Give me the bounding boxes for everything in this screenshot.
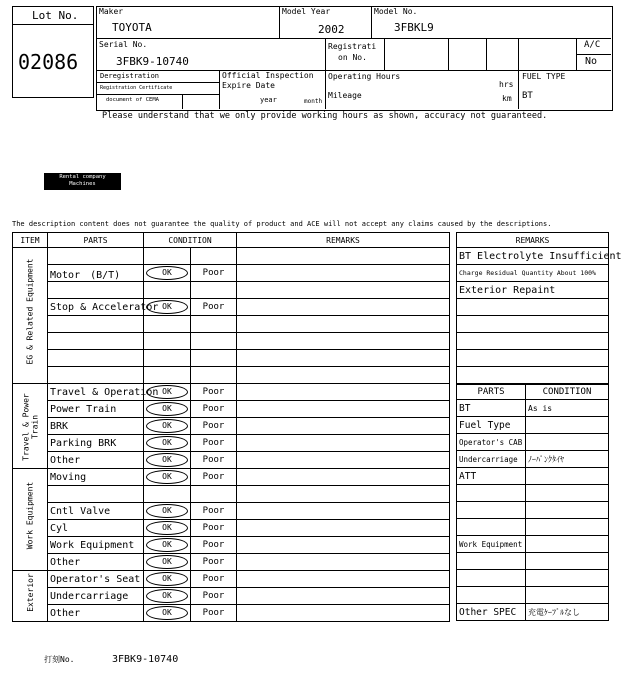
deregistration-label: Deregistration bbox=[100, 72, 160, 80]
part-name: Work Equipment bbox=[48, 537, 144, 554]
disclaimer-text: The description content does not guarantee the quality of product and ACE will not accept any claims caused by the descriptions. bbox=[12, 220, 552, 228]
remarks-cell bbox=[237, 588, 450, 605]
part-name bbox=[48, 486, 144, 503]
table-row bbox=[13, 503, 450, 520]
condition-poor bbox=[191, 316, 237, 333]
condition-ok bbox=[144, 452, 191, 469]
table-row bbox=[13, 265, 450, 282]
table-row bbox=[13, 435, 450, 452]
mileage-label: Mileage bbox=[328, 91, 362, 100]
condition-poor bbox=[191, 384, 237, 401]
accuracy-notice: Please understand that we only provide working hours as shown, accuracy not guaranteed. bbox=[102, 111, 548, 121]
table-row bbox=[13, 333, 450, 350]
part-condition bbox=[526, 468, 609, 485]
condition-ok bbox=[144, 605, 191, 622]
table-row bbox=[457, 451, 609, 468]
part-name bbox=[48, 282, 144, 299]
condition-ok bbox=[144, 299, 191, 316]
ok-circle: OK bbox=[146, 266, 188, 280]
part-condition bbox=[526, 553, 609, 570]
remarks-header: REMARKS bbox=[457, 233, 609, 248]
part-name bbox=[48, 350, 144, 367]
part-name: Moving bbox=[48, 469, 144, 486]
condition-ok bbox=[144, 265, 191, 282]
part-name: Cyl bbox=[48, 520, 144, 537]
poor-label: Poor bbox=[202, 455, 225, 465]
col-parts: PARTS bbox=[48, 233, 144, 248]
rental-company-badge bbox=[44, 173, 121, 190]
condition-poor bbox=[191, 503, 237, 520]
poor-label: Poor bbox=[202, 608, 225, 618]
part-name: Parking BRK bbox=[48, 435, 144, 452]
table-row bbox=[457, 519, 609, 536]
stamp-no-value: 3FBK9-10740 bbox=[112, 654, 179, 665]
part-name: Work Equipment bbox=[457, 536, 526, 553]
table-row bbox=[457, 400, 609, 417]
model-no-label: Model No. bbox=[374, 7, 418, 16]
operating-hours-label: Operating Hours bbox=[328, 72, 401, 81]
part-name: Fuel Type bbox=[457, 417, 526, 434]
poor-label: Poor bbox=[202, 302, 225, 312]
document-cema: document of CEMA bbox=[106, 97, 159, 103]
part-name bbox=[457, 553, 526, 570]
table-row bbox=[13, 299, 450, 316]
ok-circle: OK bbox=[146, 521, 188, 535]
condition-ok bbox=[144, 384, 191, 401]
remark-line: Charge Residual Quantity About 100% bbox=[457, 265, 609, 282]
condition-ok bbox=[144, 588, 191, 605]
inspection-table bbox=[12, 232, 450, 622]
table-row bbox=[13, 469, 450, 486]
serial-no-label: Serial No. bbox=[99, 40, 148, 49]
part-name bbox=[48, 316, 144, 333]
ok-circle: OK bbox=[146, 419, 188, 433]
remarks-cell bbox=[237, 367, 450, 384]
remarks-cell bbox=[237, 537, 450, 554]
group-exterior bbox=[13, 571, 48, 622]
part-name: Operator's CAB bbox=[457, 434, 526, 451]
remarks-cell bbox=[237, 571, 450, 588]
part-condition: 充電ｹｰﾌﾞﾙなし bbox=[526, 604, 609, 621]
group-label: EG & Related Equipment bbox=[25, 258, 35, 365]
table-row bbox=[13, 554, 450, 571]
remarks-cell bbox=[237, 401, 450, 418]
condition-poor bbox=[191, 605, 237, 622]
group-work bbox=[13, 469, 48, 571]
remarks-cell bbox=[237, 265, 450, 282]
poor-label: Poor bbox=[202, 557, 225, 567]
year-label: year bbox=[260, 96, 277, 104]
ac-label: A/C bbox=[584, 40, 601, 50]
condition-ok bbox=[144, 571, 191, 588]
table-row bbox=[13, 571, 450, 588]
remark-line bbox=[457, 367, 609, 384]
ok-circle: OK bbox=[146, 402, 188, 416]
part-name: Other bbox=[48, 554, 144, 571]
remarks-cell bbox=[237, 282, 450, 299]
table-row bbox=[13, 248, 450, 265]
table-row bbox=[13, 486, 450, 503]
part-name: Power Train bbox=[48, 401, 144, 418]
hrs-label: hrs bbox=[499, 80, 514, 89]
ok-circle: OK bbox=[146, 385, 188, 399]
parts-condition-table bbox=[456, 384, 609, 621]
poor-label: Poor bbox=[202, 404, 225, 414]
part-name: Operator's Seat bbox=[48, 571, 144, 588]
poor-label: Poor bbox=[202, 268, 225, 278]
ok-circle: OK bbox=[146, 538, 188, 552]
part-name: Other bbox=[48, 452, 144, 469]
remark-line bbox=[457, 316, 609, 333]
ok-circle: OK bbox=[146, 555, 188, 569]
condition-poor bbox=[191, 588, 237, 605]
model-no-value: 3FBKL9 bbox=[394, 21, 434, 34]
remark-line bbox=[457, 299, 609, 316]
poor-label: Poor bbox=[202, 506, 225, 516]
parts-header: PARTS bbox=[457, 385, 526, 400]
remarks-cell bbox=[237, 503, 450, 520]
fuel-type-value: BT bbox=[522, 91, 533, 101]
remarks-cell bbox=[237, 520, 450, 537]
stamp-no-label: 打刻No. bbox=[44, 655, 75, 664]
part-condition bbox=[526, 587, 609, 604]
col-condition: CONDITION bbox=[144, 233, 237, 248]
inspection-label-2: Expire Date bbox=[222, 81, 275, 90]
part-name: BRK bbox=[48, 418, 144, 435]
table-row bbox=[457, 468, 609, 485]
table-row bbox=[457, 570, 609, 587]
part-name bbox=[457, 485, 526, 502]
fuel-type-label: FUEL TYPE bbox=[522, 72, 566, 81]
ac-value: No bbox=[585, 56, 598, 67]
part-name: Stop & Accelerator bbox=[48, 299, 144, 316]
group-label: Train bbox=[30, 414, 39, 439]
condition-ok bbox=[144, 418, 191, 435]
poor-label: Poor bbox=[202, 387, 225, 397]
remark-line bbox=[457, 350, 609, 367]
table-row bbox=[457, 434, 609, 451]
ok-circle: OK bbox=[146, 589, 188, 603]
table-row bbox=[13, 605, 450, 622]
condition-ok bbox=[144, 486, 191, 503]
condition-ok bbox=[144, 316, 191, 333]
table-row bbox=[13, 520, 450, 537]
remarks-cell bbox=[237, 605, 450, 622]
remarks-cell bbox=[237, 350, 450, 367]
ok-circle: OK bbox=[146, 436, 188, 450]
table-row bbox=[13, 537, 450, 554]
part-condition: ﾉｰﾊﾟﾝｸﾀｲﾔ bbox=[526, 451, 609, 468]
condition-poor bbox=[191, 367, 237, 384]
table-row bbox=[13, 418, 450, 435]
condition-poor bbox=[191, 282, 237, 299]
model-year-value: 2002 bbox=[318, 23, 345, 36]
part-condition bbox=[526, 519, 609, 536]
month-label: month bbox=[304, 98, 323, 105]
group-eg bbox=[13, 248, 48, 384]
table-row bbox=[13, 384, 450, 401]
condition-ok bbox=[144, 350, 191, 367]
registration-certificate: Registration Certificate bbox=[100, 85, 173, 91]
model-year-label: Model Year bbox=[282, 7, 331, 16]
part-name: Undercarriage bbox=[48, 588, 144, 605]
ok-circle: OK bbox=[146, 470, 188, 484]
condition-poor bbox=[191, 350, 237, 367]
poor-label: Poor bbox=[202, 472, 225, 482]
condition-poor bbox=[191, 401, 237, 418]
part-condition bbox=[526, 417, 609, 434]
lot-number: 02086 bbox=[18, 50, 79, 74]
condition-poor bbox=[191, 469, 237, 486]
condition-poor bbox=[191, 571, 237, 588]
rental-badge-line1: Rental company bbox=[59, 174, 106, 180]
part-name: Other bbox=[48, 605, 144, 622]
part-name bbox=[457, 570, 526, 587]
poor-label: Poor bbox=[202, 540, 225, 550]
condition-poor bbox=[191, 554, 237, 571]
part-name: Cntl Valve bbox=[48, 503, 144, 520]
remarks-table bbox=[456, 232, 622, 384]
part-name: Motor (B/T) bbox=[48, 265, 144, 282]
remarks-cell bbox=[237, 554, 450, 571]
col-remarks: REMARKS bbox=[237, 233, 450, 248]
part-name bbox=[48, 333, 144, 350]
remark-line: BT Electrolyte Insufficient bbox=[457, 248, 609, 265]
inspection-label-1: Official Inspection bbox=[222, 71, 314, 80]
remarks-cell bbox=[237, 316, 450, 333]
part-condition bbox=[526, 485, 609, 502]
condition-ok bbox=[144, 401, 191, 418]
poor-label: Poor bbox=[202, 574, 225, 584]
ok-circle: OK bbox=[146, 300, 188, 314]
poor-label: Poor bbox=[202, 591, 225, 601]
poor-label: Poor bbox=[202, 438, 225, 448]
part-condition: As is bbox=[526, 400, 609, 417]
group-label: Travel & Power bbox=[21, 392, 30, 461]
remark-line bbox=[457, 333, 609, 350]
group-travel bbox=[13, 384, 48, 469]
col-item: ITEM bbox=[13, 233, 48, 248]
condition-poor bbox=[191, 299, 237, 316]
remarks-cell bbox=[237, 333, 450, 350]
part-name bbox=[457, 519, 526, 536]
remarks-cell bbox=[237, 435, 450, 452]
table-row bbox=[457, 417, 609, 434]
condition-ok bbox=[144, 554, 191, 571]
condition-ok bbox=[144, 435, 191, 452]
condition-poor bbox=[191, 520, 237, 537]
table-row bbox=[457, 604, 609, 621]
condition-ok bbox=[144, 469, 191, 486]
part-name: Undercarriage bbox=[457, 451, 526, 468]
condition-poor bbox=[191, 418, 237, 435]
condition-poor bbox=[191, 435, 237, 452]
condition-poor bbox=[191, 537, 237, 554]
table-row bbox=[13, 452, 450, 469]
registration-label-1: Registrati bbox=[328, 42, 377, 51]
km-label: km bbox=[502, 94, 512, 103]
poor-label: Poor bbox=[202, 421, 225, 431]
part-name: Other SPEC bbox=[457, 604, 526, 621]
condition-poor bbox=[191, 452, 237, 469]
condition-poor bbox=[191, 333, 237, 350]
condition-ok bbox=[144, 367, 191, 384]
part-condition bbox=[526, 536, 609, 553]
part-name: ATT bbox=[457, 468, 526, 485]
table-row bbox=[13, 367, 450, 384]
table-row bbox=[457, 485, 609, 502]
ok-circle: OK bbox=[146, 453, 188, 467]
poor-label: Poor bbox=[202, 523, 225, 533]
part-condition bbox=[526, 502, 609, 519]
condition-ok bbox=[144, 520, 191, 537]
remarks-cell bbox=[237, 452, 450, 469]
ok-circle: OK bbox=[146, 606, 188, 620]
table-row bbox=[13, 401, 450, 418]
table-row bbox=[457, 536, 609, 553]
ok-circle: OK bbox=[146, 572, 188, 586]
rental-badge-line2: Machines bbox=[69, 181, 96, 187]
group-label: Exterior bbox=[25, 572, 35, 612]
group-label: Work Equipment bbox=[25, 481, 35, 550]
remarks-cell bbox=[237, 486, 450, 503]
lot-no-label: Lot No. bbox=[32, 9, 79, 22]
table-row bbox=[457, 587, 609, 604]
condition-poor bbox=[191, 248, 237, 265]
table-row bbox=[457, 553, 609, 570]
part-name: Travel & Operation bbox=[48, 384, 144, 401]
remarks-cell bbox=[237, 469, 450, 486]
remarks-cell bbox=[237, 384, 450, 401]
table-row bbox=[13, 350, 450, 367]
condition-poor bbox=[191, 265, 237, 282]
table-row bbox=[13, 588, 450, 605]
registration-label-2: on No. bbox=[338, 53, 367, 62]
condition-ok bbox=[144, 333, 191, 350]
part-name bbox=[457, 502, 526, 519]
condition-ok bbox=[144, 248, 191, 265]
maker-value: TOYOTA bbox=[112, 21, 152, 34]
condition-header: CONDITION bbox=[526, 385, 609, 400]
table-row bbox=[13, 282, 450, 299]
condition-ok bbox=[144, 503, 191, 520]
serial-no-value: 3FBK9-10740 bbox=[116, 55, 189, 68]
table-row bbox=[13, 316, 450, 333]
maker-label: Maker bbox=[99, 7, 124, 16]
remarks-cell bbox=[237, 248, 450, 265]
part-condition bbox=[526, 434, 609, 451]
part-name bbox=[48, 367, 144, 384]
part-name: BT bbox=[457, 400, 526, 417]
part-name bbox=[48, 248, 144, 265]
condition-poor bbox=[191, 486, 237, 503]
part-condition bbox=[526, 570, 609, 587]
remarks-cell bbox=[237, 418, 450, 435]
remarks-cell bbox=[237, 299, 450, 316]
table-row bbox=[457, 502, 609, 519]
condition-ok bbox=[144, 537, 191, 554]
condition-ok bbox=[144, 282, 191, 299]
remark-line: Exterior Repaint bbox=[457, 282, 609, 299]
part-name bbox=[457, 587, 526, 604]
ok-circle: OK bbox=[146, 504, 188, 518]
